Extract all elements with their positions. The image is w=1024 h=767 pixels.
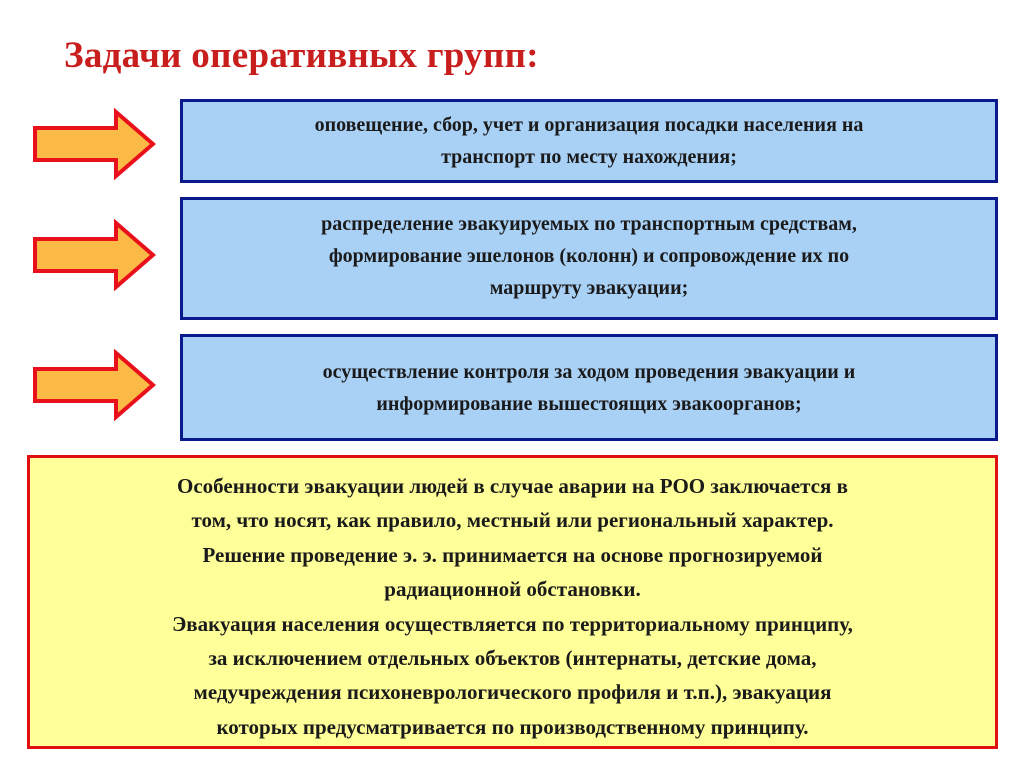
note-line: радиационной обстановки. — [384, 577, 641, 602]
task-line: информирование вышестоящих эвакоорганов; — [376, 392, 802, 415]
note-line: Эвакуация населения осуществляется по территориальному принципу, — [172, 611, 853, 636]
task-line: формирование эшелонов (колонн) и сопровождение их по — [328, 244, 850, 267]
note-line: Особенности эвакуации людей в случае аварии на РОО заключается в — [177, 474, 848, 498]
task-line: распределение эвакуируемых по транспортным средствам, — [321, 212, 857, 235]
task-line: транспорт по месту нахождения; — [441, 146, 737, 168]
task-line: осуществление контроля за ходом проведения эвакуации и — [322, 360, 856, 383]
note-line: Решение проведение э. э. принимается на основе прогнозируемой — [202, 542, 823, 567]
task-line: оповещение, сбор, учет и организация посадки населения на — [314, 114, 864, 136]
right-arrow-icon — [32, 219, 156, 291]
right-arrow-icon — [32, 349, 156, 421]
note-line: медучреждения психоневрологического профиля и т.п.), эвакуация — [193, 680, 832, 705]
slide-title: Задачи оперативных групп: — [64, 35, 539, 76]
task-box-notification — [180, 99, 998, 183]
task-box-control — [180, 334, 998, 441]
task-text — [323, 356, 856, 420]
note-line: за исключением отдельных объектов (интернаты, детские дома, — [208, 646, 817, 671]
task-box-distribution — [180, 197, 998, 320]
task-text — [315, 109, 864, 173]
task-text — [321, 208, 857, 304]
evacuation-note-box — [27, 455, 998, 749]
right-arrow-icon — [32, 108, 156, 180]
note-line: которых предусматривается по производственному принципу. — [216, 714, 809, 739]
task-line: маршруту эвакуации; — [489, 276, 689, 299]
note-line: том, что носят, как правило, местный или региональный характер. — [191, 508, 834, 533]
